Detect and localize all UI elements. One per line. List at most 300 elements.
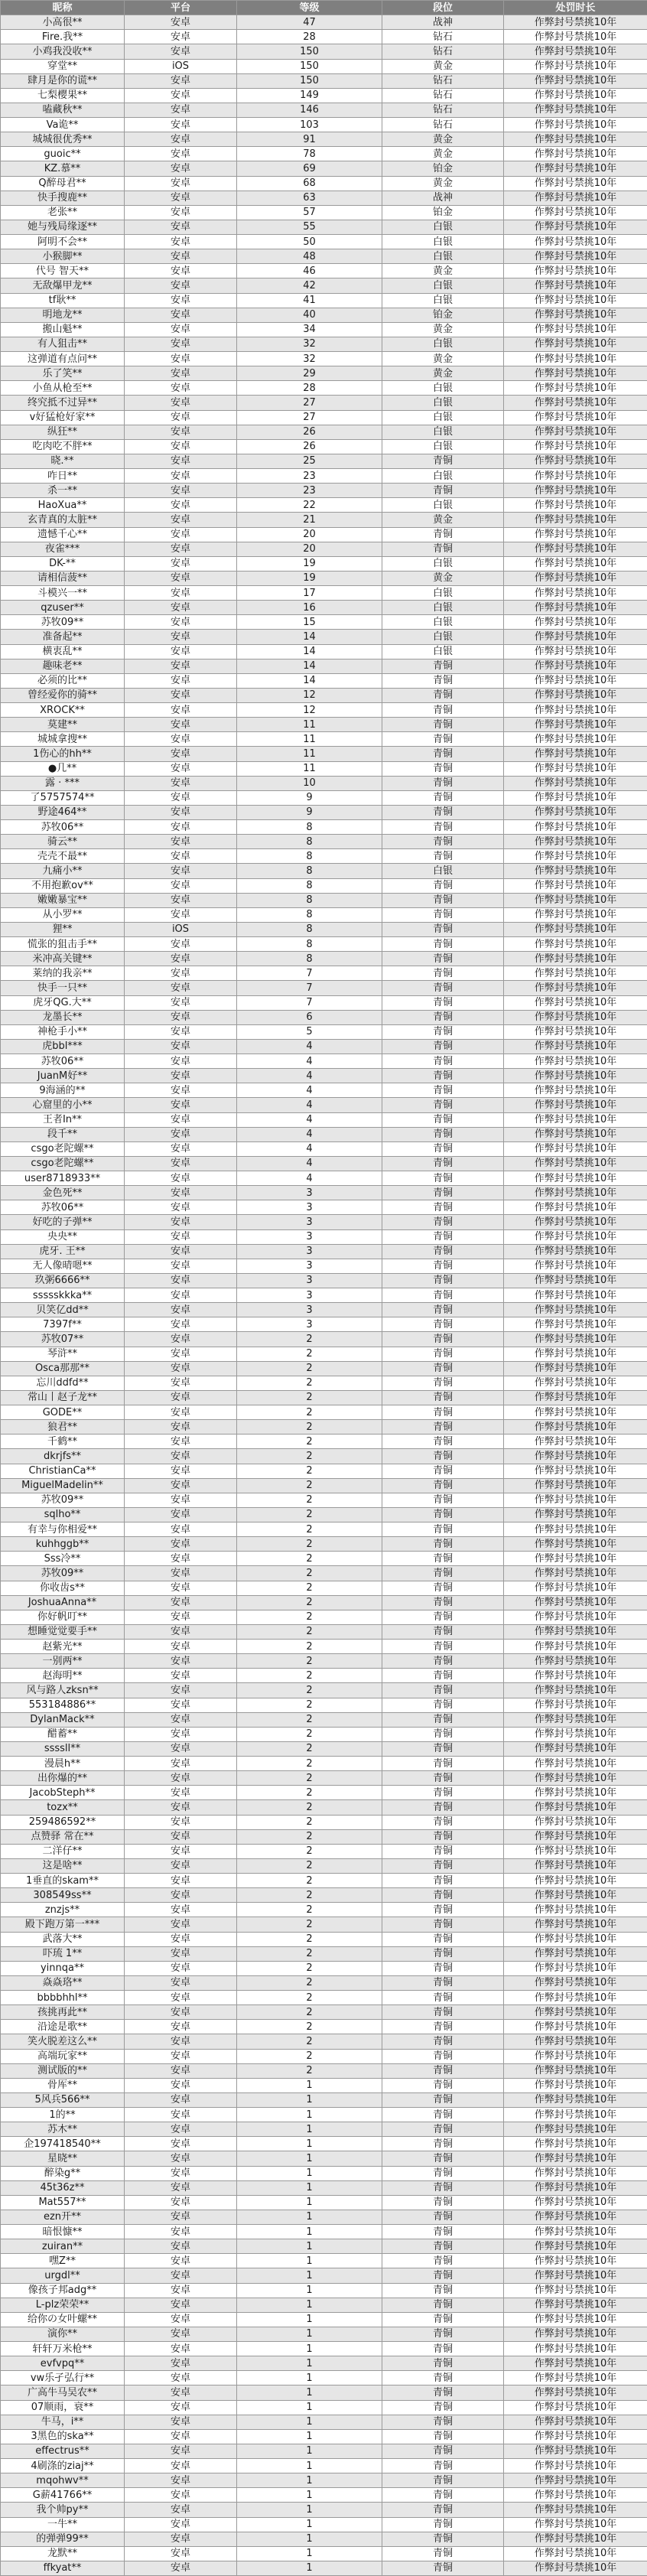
table-row [1, 1566, 647, 1581]
nickname-cell: 王者In** [1, 1112, 125, 1127]
table-row [1, 2298, 647, 2312]
header-row [1, 1, 647, 15]
rank-cell: 青铜 [382, 1024, 504, 1039]
penalty-cell: 作弊封号禁挑10年 [504, 425, 647, 439]
rank-cell: 青铜 [382, 2561, 504, 2575]
penalty-cell: 作弊封号禁挑10年 [504, 1054, 647, 1069]
table-row [1, 1420, 647, 1435]
nickname-cell: 9海涵的** [1, 1083, 125, 1098]
nickname-cell: DylanMack** [1, 1712, 125, 1727]
penalty-cell: 作弊封号禁挑10年 [504, 1961, 647, 1975]
level-cell: 2 [237, 1844, 382, 1858]
nickname-cell: 308549ss** [1, 1888, 125, 1903]
nickname-cell: 莫建** [1, 718, 125, 732]
rank-cell: 青铜 [382, 1975, 504, 1990]
rank-cell: 钻石 [382, 30, 504, 44]
platform-cell: 安卓 [125, 103, 237, 117]
level-cell: 68 [237, 176, 382, 191]
rank-cell: 黄金 [382, 366, 504, 381]
table-row [1, 2034, 647, 2049]
rank-cell: 白银 [382, 439, 504, 454]
penalty-cell: 作弊封号禁挑10年 [504, 1844, 647, 1858]
rank-cell: 战神 [382, 15, 504, 30]
rank-cell: 白银 [382, 498, 504, 513]
level-cell: 103 [237, 118, 382, 132]
table-row [1, 103, 647, 117]
level-cell: 1 [237, 2444, 382, 2458]
platform-cell: 安卓 [125, 952, 237, 966]
table-row [1, 1288, 647, 1303]
platform-cell: 安卓 [125, 1771, 237, 1786]
table-row [1, 1259, 647, 1273]
penalty-cell: 作弊封号禁挑10年 [504, 2546, 647, 2561]
level-cell: 8 [237, 849, 382, 864]
level-cell: 1 [237, 2517, 382, 2532]
table-row [1, 2429, 647, 2444]
table-row [1, 469, 647, 484]
penalty-cell: 作弊封号禁挑10年 [504, 1757, 647, 1771]
nickname-cell: 嫩嫩暴宝** [1, 893, 125, 907]
rank-cell: 青铜 [382, 952, 504, 966]
platform-cell: 安卓 [125, 1054, 237, 1069]
penalty-cell: 作弊封号禁挑10年 [504, 2034, 647, 2049]
level-cell: 11 [237, 761, 382, 776]
platform-cell: 安卓 [125, 864, 237, 878]
nickname-cell: 孩挑再此** [1, 2005, 125, 2020]
platform-cell: 安卓 [125, 2078, 237, 2092]
penalty-cell: 作弊封号禁挑10年 [504, 1552, 647, 1566]
level-cell: 14 [237, 630, 382, 644]
rank-cell: 青铜 [382, 2459, 504, 2473]
penalty-cell: 作弊封号禁挑10年 [504, 439, 647, 454]
penalty-cell: 作弊封号禁挑10年 [504, 2473, 647, 2488]
nickname-cell: Sss冷** [1, 1552, 125, 1566]
penalty-cell: 作弊封号禁挑10年 [504, 1039, 647, 1054]
penalty-cell: 作弊封号禁挑10年 [504, 2210, 647, 2224]
penalty-cell: 作弊封号禁挑10年 [504, 922, 647, 936]
level-cell: 14 [237, 644, 382, 659]
platform-cell: 安卓 [125, 1478, 237, 1493]
nickname-cell: 请相信菠** [1, 571, 125, 585]
penalty-cell: 作弊封号禁挑10年 [504, 1171, 647, 1186]
platform-cell: 安卓 [125, 1435, 237, 1449]
rank-cell: 青铜 [382, 1903, 504, 1917]
platform-cell: 安卓 [125, 1303, 237, 1317]
level-cell: 2 [237, 1405, 382, 1420]
penalty-cell: 作弊封号禁挑10年 [504, 2108, 647, 2122]
level-cell: 57 [237, 205, 382, 220]
penalty-cell: 作弊封号禁挑10年 [504, 1259, 647, 1273]
level-cell: 1 [237, 2239, 382, 2254]
penalty-cell: 作弊封号禁挑10年 [504, 2049, 647, 2063]
level-cell: 2 [237, 1829, 382, 1844]
table-row [1, 1347, 647, 1361]
platform-cell: 安卓 [125, 820, 237, 835]
nickname-cell: 点赞驿 常在** [1, 1829, 125, 1844]
rank-cell: 青铜 [382, 2210, 504, 2224]
table-row [1, 44, 647, 59]
platform-cell: 安卓 [125, 513, 237, 527]
rank-cell: 青铜 [382, 1566, 504, 1581]
penalty-cell: 作弊封号禁挑10年 [504, 1786, 647, 1800]
rank-cell: 青铜 [382, 1010, 504, 1024]
level-cell: 2 [237, 1961, 382, 1975]
platform-cell: 安卓 [125, 308, 237, 322]
level-cell: 1 [237, 2108, 382, 2122]
platform-cell: 安卓 [125, 2210, 237, 2224]
rank-cell: 青铜 [382, 1727, 504, 1741]
penalty-cell: 作弊封号禁挑10年 [504, 1244, 647, 1259]
table-row [1, 2312, 647, 2327]
table-row [1, 1376, 647, 1390]
rank-cell: 青铜 [382, 2166, 504, 2180]
table-row [1, 1303, 647, 1317]
penalty-cell: 作弊封号禁挑10年 [504, 2312, 647, 2327]
penalty-cell: 作弊封号禁挑10年 [504, 118, 647, 132]
level-cell: 1 [237, 2225, 382, 2239]
platform-cell: 安卓 [125, 1273, 237, 1288]
rank-cell: 青铜 [382, 1259, 504, 1273]
table-row [1, 790, 647, 805]
nickname-cell: urgdl** [1, 2268, 125, 2283]
penalty-cell: 作弊封号禁挑10年 [504, 147, 647, 161]
penalty-cell: 作弊封号禁挑10年 [504, 907, 647, 922]
platform-cell: 安卓 [125, 88, 237, 103]
table-row [1, 1171, 647, 1186]
platform-cell: 安卓 [125, 1727, 237, 1741]
rank-cell: 青铜 [382, 2005, 504, 2020]
nickname-cell: 贝笑亿dd** [1, 1303, 125, 1317]
platform-cell: 安卓 [125, 2371, 237, 2385]
penalty-cell: 作弊封号禁挑10年 [504, 220, 647, 234]
penalty-cell: 作弊封号禁挑10年 [504, 2385, 647, 2400]
platform-cell: iOS [125, 922, 237, 936]
penalty-cell: 作弊封号禁挑10年 [504, 1624, 647, 1639]
penalty-cell: 作弊封号禁挑10年 [504, 966, 647, 981]
nickname-cell: 莱纳的我亲** [1, 966, 125, 981]
table-row [1, 630, 647, 644]
penalty-cell: 作弊封号禁挑10年 [504, 1888, 647, 1903]
rank-cell: 青铜 [382, 1522, 504, 1537]
table-row [1, 205, 647, 220]
level-cell: 3 [237, 1215, 382, 1229]
nickname-cell: 我个帅py** [1, 2503, 125, 2517]
platform-cell: 安卓 [125, 191, 237, 205]
penalty-cell: 作弊封号禁挑10年 [504, 366, 647, 381]
platform-cell: 安卓 [125, 1083, 237, 1098]
rank-cell: 青铜 [382, 878, 504, 893]
nickname-cell: KZ.慕** [1, 161, 125, 176]
nickname-cell: 慌张的狙击手** [1, 937, 125, 952]
table-row [1, 59, 647, 73]
platform-cell: 安卓 [125, 1888, 237, 1903]
rank-cell: 白银 [382, 601, 504, 615]
nickname-cell: 骨厍** [1, 2078, 125, 2092]
table-row [1, 2049, 647, 2063]
nickname-cell: 七梨樱果** [1, 88, 125, 103]
penalty-cell: 作弊封号禁挑10年 [504, 2195, 647, 2210]
rank-cell: 白银 [382, 410, 504, 425]
nickname-cell: evfvpq** [1, 2356, 125, 2371]
rank-cell: 青铜 [382, 1449, 504, 1464]
platform-cell: 安卓 [125, 1039, 237, 1054]
level-cell: 2 [237, 1347, 382, 1361]
nickname-cell: 嗑藏秋** [1, 103, 125, 117]
penalty-cell: 作弊封号禁挑10年 [504, 59, 647, 73]
penalty-cell: 作弊封号禁挑10年 [504, 1932, 647, 1946]
penalty-cell: 作弊封号禁挑10年 [504, 571, 647, 585]
penalty-cell: 作弊封号禁挑10年 [504, 2371, 647, 2385]
rank-cell: 青铜 [382, 1610, 504, 1624]
platform-cell: 安卓 [125, 2298, 237, 2312]
platform-cell: 安卓 [125, 15, 237, 30]
penalty-cell: 作弊封号禁挑10年 [504, 1083, 647, 1098]
rank-cell: 青铜 [382, 1961, 504, 1975]
level-cell: 14 [237, 673, 382, 688]
nickname-cell: csgo老陀螺** [1, 1156, 125, 1171]
platform-cell: 安卓 [125, 703, 237, 718]
level-cell: 27 [237, 396, 382, 410]
rank-cell: 黄金 [382, 147, 504, 161]
table-row [1, 1244, 647, 1259]
level-cell: 8 [237, 835, 382, 849]
platform-cell: 安卓 [125, 1566, 237, 1581]
nickname-cell: 企197418540** [1, 2137, 125, 2151]
platform-cell: 安卓 [125, 1741, 237, 1756]
nickname-cell: 1的** [1, 2108, 125, 2122]
table-row [1, 2078, 647, 2092]
nickname-cell: 广高牛马吴农** [1, 2385, 125, 2400]
platform-cell: 安卓 [125, 2180, 237, 2195]
level-cell: 7 [237, 981, 382, 995]
rank-cell: 青铜 [382, 2268, 504, 2283]
nickname-cell: 玄青真的太脏** [1, 513, 125, 527]
rank-cell: 白银 [382, 381, 504, 396]
penalty-cell: 作弊封号禁挑10年 [504, 1141, 647, 1156]
rank-cell: 青铜 [382, 1786, 504, 1800]
rank-cell: 铂金 [382, 308, 504, 322]
nickname-cell: 曾经爱你的骑** [1, 688, 125, 702]
level-cell: 8 [237, 864, 382, 878]
level-cell: 11 [237, 732, 382, 747]
level-cell: 5 [237, 1024, 382, 1039]
level-cell: 8 [237, 952, 382, 966]
penalty-cell: 作弊封号禁挑10年 [504, 191, 647, 205]
penalty-cell: 作弊封号禁挑10年 [504, 776, 647, 790]
table-row [1, 2385, 647, 2400]
rank-cell: 青铜 [382, 2415, 504, 2429]
level-cell: 2 [237, 1376, 382, 1390]
penalty-cell: 作弊封号禁挑10年 [504, 2342, 647, 2356]
table-row [1, 1098, 647, 1112]
platform-cell: 安卓 [125, 1757, 237, 1771]
penalty-cell: 作弊封号禁挑10年 [504, 2225, 647, 2239]
nickname-cell: ChristianCa** [1, 1464, 125, 1478]
table-row [1, 322, 647, 337]
nickname-cell: L-plz荣荣** [1, 2298, 125, 2312]
penalty-cell: 作弊封号禁挑10年 [504, 878, 647, 893]
header-nickname: 昵称 [1, 1, 125, 15]
table-row [1, 1405, 647, 1420]
table-row [1, 439, 647, 454]
rank-cell: 青铜 [382, 747, 504, 761]
platform-cell: 安卓 [125, 1200, 237, 1215]
platform-cell: 安卓 [125, 1347, 237, 1361]
rank-cell: 青铜 [382, 2151, 504, 2166]
nickname-cell: tozx** [1, 1800, 125, 1815]
platform-cell: 安卓 [125, 761, 237, 776]
penalty-cell: 作弊封号禁挑10年 [504, 2122, 647, 2137]
level-cell: 19 [237, 556, 382, 571]
level-cell: 8 [237, 820, 382, 835]
rank-cell: 青铜 [382, 1683, 504, 1698]
rank-cell: 青铜 [382, 1932, 504, 1946]
platform-cell: 安卓 [125, 1581, 237, 1595]
platform-cell: 安卓 [125, 322, 237, 337]
penalty-cell: 作弊封号禁挑10年 [504, 1010, 647, 1024]
platform-cell: 安卓 [125, 1390, 237, 1405]
penalty-cell: 作弊封号禁挑10年 [504, 454, 647, 468]
nickname-cell: XROCK** [1, 703, 125, 718]
table-row [1, 2122, 647, 2137]
rank-cell: 青铜 [382, 1288, 504, 1303]
level-cell: 22 [237, 498, 382, 513]
penalty-cell: 作弊封号禁挑10年 [504, 15, 647, 30]
level-cell: 4 [237, 1054, 382, 1069]
level-cell: 2 [237, 1478, 382, 1493]
table-row [1, 1127, 647, 1141]
table-row [1, 1727, 647, 1741]
rank-cell: 青铜 [382, 2225, 504, 2239]
table-row [1, 1640, 647, 1654]
level-cell: 2 [237, 1903, 382, 1917]
nickname-cell: 乐了笑** [1, 366, 125, 381]
table-row [1, 1493, 647, 1507]
table-row [1, 1390, 647, 1405]
rank-cell: 青铜 [382, 1405, 504, 1420]
rank-cell: 青铜 [382, 1420, 504, 1435]
nickname-cell: ●几** [1, 761, 125, 776]
platform-cell: 安卓 [125, 396, 237, 410]
nickname-cell: 有幸与你相爱** [1, 1522, 125, 1537]
level-cell: 1 [237, 2210, 382, 2224]
nickname-cell: 虎牙. 王** [1, 1244, 125, 1259]
level-cell: 2 [237, 1449, 382, 1464]
penalty-cell: 作弊封号禁挑10年 [504, 1595, 647, 1610]
table-row [1, 893, 647, 907]
table-row [1, 2503, 647, 2517]
level-cell: 2 [237, 1420, 382, 1435]
level-cell: 3 [237, 1229, 382, 1244]
level-cell: 2 [237, 1332, 382, 1347]
table-row [1, 1624, 647, 1639]
rank-cell: 黄金 [382, 176, 504, 191]
platform-cell: 安卓 [125, 249, 237, 264]
nickname-cell: 了5757574** [1, 790, 125, 805]
platform-cell: 安卓 [125, 366, 237, 381]
nickname-cell: 好吃的子弹** [1, 1215, 125, 1229]
level-cell: 2 [237, 1361, 382, 1376]
table-row [1, 1917, 647, 1932]
platform-cell: 安卓 [125, 1683, 237, 1698]
level-cell: 150 [237, 73, 382, 88]
penalty-cell: 作弊封号禁挑10年 [504, 849, 647, 864]
nickname-cell: 壳壳不最** [1, 849, 125, 864]
platform-cell: 安卓 [125, 235, 237, 249]
rank-cell: 青铜 [382, 2488, 504, 2503]
rank-cell: 铂金 [382, 161, 504, 176]
table-body [1, 15, 647, 2576]
penalty-cell: 作弊封号禁挑10年 [504, 1273, 647, 1288]
platform-cell: 安卓 [125, 410, 237, 425]
level-cell: 27 [237, 410, 382, 425]
table-row [1, 1757, 647, 1771]
rank-cell: 青铜 [382, 1888, 504, 1903]
rank-cell: 青铜 [382, 2385, 504, 2400]
penalty-cell: 作弊封号禁挑10年 [504, 235, 647, 249]
level-cell: 9 [237, 805, 382, 819]
penalty-cell: 作弊封号禁挑10年 [504, 2005, 647, 2020]
table-row [1, 1361, 647, 1376]
penalty-cell: 作弊封号禁挑10年 [504, 659, 647, 673]
penalty-cell: 作弊封号禁挑10年 [504, 2459, 647, 2473]
table-row [1, 484, 647, 498]
table-row [1, 2473, 647, 2488]
nickname-cell: 不用抱歉ov** [1, 878, 125, 893]
nickname-cell: 笑火脱差这么** [1, 2034, 125, 2049]
table-row [1, 454, 647, 468]
penalty-cell: 作弊封号禁挑10年 [504, 73, 647, 88]
penalty-cell: 作弊封号禁挑10年 [504, 1683, 647, 1698]
level-cell: 3 [237, 1288, 382, 1303]
nickname-cell: 搬山魁** [1, 322, 125, 337]
rank-cell: 青铜 [382, 2342, 504, 2356]
nickname-cell: 像孩子邦adg** [1, 2283, 125, 2298]
penalty-cell: 作弊封号禁挑10年 [504, 2517, 647, 2532]
table-row [1, 498, 647, 513]
nickname-cell: 这弹道有点问** [1, 352, 125, 366]
table-row [1, 1522, 647, 1537]
rank-cell: 黄金 [382, 352, 504, 366]
penalty-cell: 作弊封号禁挑10年 [504, 893, 647, 907]
level-cell: 1 [237, 2268, 382, 2283]
level-cell: 2 [237, 1858, 382, 1873]
nickname-cell: 无人像晴嗯** [1, 1259, 125, 1273]
penalty-cell: 作弊封号禁挑10年 [504, 2283, 647, 2298]
table-row [1, 2561, 647, 2575]
nickname-cell: Va诡** [1, 118, 125, 132]
penalty-cell: 作弊封号禁挑10年 [504, 1654, 647, 1669]
table-row [1, 88, 647, 103]
table-row [1, 191, 647, 205]
nickname-cell: yinnqa** [1, 1961, 125, 1975]
table-row [1, 571, 647, 585]
rank-cell: 青铜 [382, 2195, 504, 2210]
penalty-cell: 作弊封号禁挑10年 [504, 396, 647, 410]
level-cell: 1 [237, 2137, 382, 2151]
table-row [1, 1478, 647, 1493]
platform-cell: 安卓 [125, 1961, 237, 1975]
nickname-cell: 琴浒** [1, 1347, 125, 1361]
penalty-cell: 作弊封号禁挑10年 [504, 630, 647, 644]
nickname-cell: Mat557** [1, 2195, 125, 2210]
table-row [1, 1507, 647, 1522]
level-cell: 2 [237, 1917, 382, 1932]
level-cell: 23 [237, 484, 382, 498]
platform-cell: 安卓 [125, 1112, 237, 1127]
level-cell: 1 [237, 2151, 382, 2166]
table-row [1, 1712, 647, 1727]
